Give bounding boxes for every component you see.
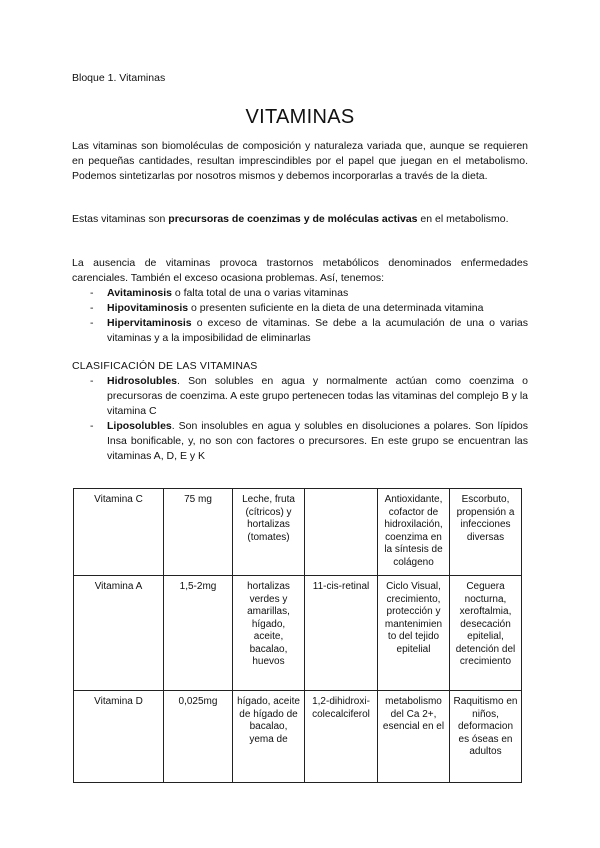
- precursor-cell: 11-cis-retinal: [305, 576, 378, 691]
- list-item-term: Liposolubles: [107, 420, 172, 432]
- precursoras-text-before: Estas vitaminas son: [72, 213, 169, 225]
- table-row: [74, 489, 522, 576]
- function-cell: Antioxidante, cofactor de hidroxilación, coenzima en la síntesis de colágeno: [378, 489, 450, 576]
- table-row: [74, 691, 522, 783]
- list-dash: -: [90, 375, 94, 387]
- dose-cell: 75 mg: [164, 489, 233, 576]
- list-item-term: Hipervitaminosis: [107, 317, 192, 329]
- list-dash: -: [90, 302, 94, 314]
- deficiency-cell: Ceguera nocturna, xeroftalmia, desecación epitelial, detención del crecimiento: [450, 576, 522, 691]
- page-header: Bloque 1. Vitaminas: [72, 72, 166, 84]
- deficiency-cell: Raquitismo en niños, deformacion es óseas en adultos: [450, 691, 522, 783]
- list-item: [72, 301, 528, 316]
- source-cell: Leche, fruta (cítricos) y hortalizas (tomates): [233, 489, 305, 576]
- list-item-term: Hipovitaminosis: [107, 302, 189, 314]
- dose-cell: 0,025mg: [164, 691, 233, 783]
- list-item-text: o exceso de vitaminas. Se debe a la acumulación de una o varias vitaminas y a la imposibilidad de eliminarlas: [107, 317, 528, 344]
- list-item: [72, 419, 528, 464]
- function-cell: metabolismo del Ca 2+, esencial en el: [378, 691, 450, 783]
- vitamin-name-cell: Vitamina A: [74, 576, 164, 691]
- list-item-term: Hidrosolubles: [107, 375, 178, 387]
- list-item: [72, 286, 528, 301]
- function-cell: Ciclo Visual, crecimiento, protección y mantenimien to del tejido epitelial: [378, 576, 450, 691]
- classification-list: [72, 374, 528, 464]
- list-dash: -: [90, 287, 94, 299]
- precursoras-bold-text: precursoras de coenzimas y de moléculas activas: [168, 213, 418, 225]
- list-item: [72, 316, 528, 346]
- source-cell: hortalizas verdes y amarillas, hígado, aceite, bacalao, huevos: [233, 576, 305, 691]
- list-dash: -: [90, 420, 94, 432]
- list-item-text: . Son insolubles en agua y solubles en disoluciones a polares. Son lípidos Insa bonificable, y, no son con factores o precursores. En este grupo se encuentran las vitaminas A, D, E y K: [107, 420, 528, 462]
- list-item-text: . Son solubles en agua y normalmente actúan como coenzima o precursoras de coenzima. A este grupo pertenecen todas las vitaminas del complejo B y la vitamina C: [107, 375, 528, 417]
- dose-cell: 1,5-2mg: [164, 576, 233, 691]
- precursor-cell: 1,2-dihidroxi-colecalciferol: [305, 691, 378, 783]
- vitamin-name-cell: Vitamina D: [74, 691, 164, 783]
- list-item: [72, 374, 528, 419]
- classification-heading: CLASIFICACIÓN DE LAS VITAMINAS: [72, 360, 258, 372]
- list-item-text: o presenten suficiente en la dieta de una determinada vitamina: [188, 302, 484, 314]
- source-cell: hígado, aceite de hígado de bacalao, yema de: [233, 691, 305, 783]
- table-row: [74, 576, 522, 691]
- deficiency-cell: Escorbuto, propensión a infecciones diversas: [450, 489, 522, 576]
- precursor-cell: [305, 489, 378, 576]
- intro-paragraph: Las vitaminas son biomoléculas de composición y naturaleza variada que, aunque se requieren en pequeñas cantidades, resultan imprescindibles por el papel que juegan en el metabolismo. Podemos sintetizarlas por nosotros mismos y debemos incorporarlas a través de la dieta.: [72, 140, 528, 182]
- vitamins-table: [73, 488, 522, 783]
- precursoras-paragraph: [72, 212, 528, 227]
- list-dash: -: [90, 317, 94, 329]
- list-item-term: Avitaminosis: [107, 287, 172, 299]
- disorders-list: [72, 286, 528, 346]
- ausencia-paragraph: La ausencia de vitaminas provoca trastornos metabólicos denominados enfermedades carenciales. También el exceso ocasiona problemas. Así, tenemos:: [72, 257, 528, 284]
- precursoras-text-after: en el metabolismo.: [417, 213, 509, 225]
- list-item-text: o falta total de una o varias vitaminas: [171, 287, 349, 299]
- document-title: VITAMINAS: [245, 106, 355, 128]
- vitamin-name-cell: Vitamina C: [74, 489, 164, 576]
